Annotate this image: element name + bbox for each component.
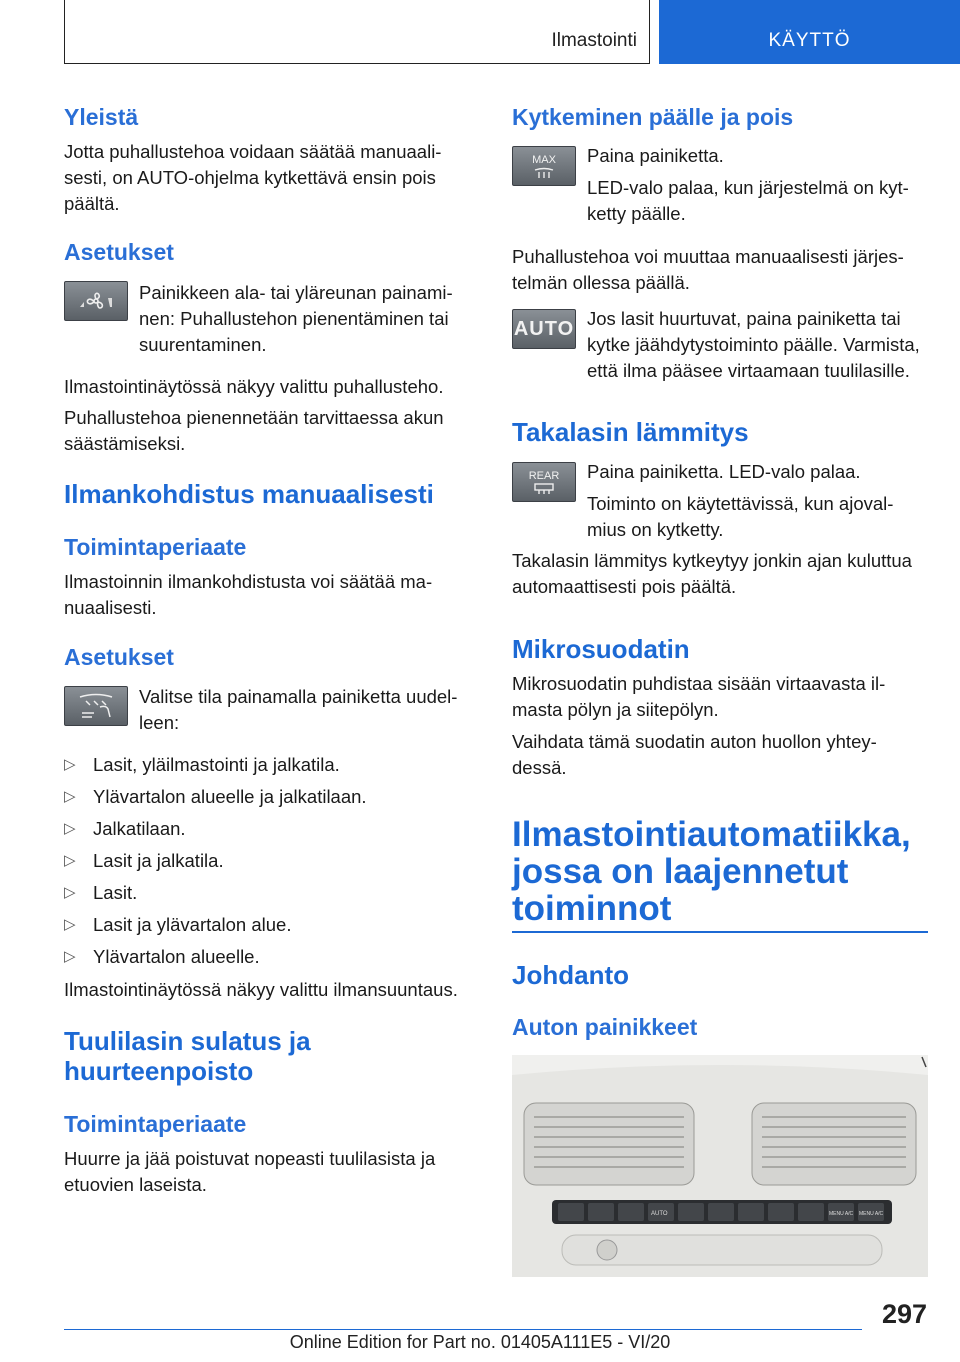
para-taka-2 [512,491,928,543]
section-title: Ilmastointi [551,30,637,51]
list-item-text: Lasit. [93,882,138,903]
rear-label: REAR [528,470,560,482]
heading-johdanto: Johdanto [512,960,629,990]
max-label: MAX [532,154,556,166]
page-number: 297 [881,1299,927,1329]
climate-panel-photo [512,1055,928,1277]
list-item [64,944,466,976]
chapter-tab-label: KÄYTTÖ [768,30,851,51]
para-kytk-4 [512,306,928,384]
list-item-text: Ylävartalon alueelle ja jalkatilaan. [93,786,367,807]
section-rule [512,931,928,933]
heading-toimintaperiaate-2: Toimintaperiaate [64,1111,247,1137]
triangle-bullet-icon: ▷ [64,756,76,773]
heading-asetukset-1: Asetukset [64,239,174,265]
list-item-text: Ylävartalon alueelle. [93,946,260,967]
heading-tuulilasi: Tuulilasin sulatus ja huurteenpoisto [64,1026,311,1086]
list-item [64,816,466,848]
para-kytk-4-text: Jos lasit huurtuvat, paina painiketta tai kytke jäähdytystoiminto päälle. Varmista, että ilma pääsee virtaamaan tuulilasille. [587,308,920,381]
photo-label-menu-1: MENU A/C [829,1211,854,1217]
mode-list [64,752,466,976]
para-taka-1-text: Paina painiketta. LED-valo palaa. [587,461,861,482]
triangle-bullet-icon: ▷ [64,884,76,901]
header-frame [64,0,650,64]
heading-takalasi: Takalasin lämmitys [512,417,749,447]
heading-auton-painikkeet: Auton painikkeet [512,1014,698,1040]
para-toimintaperiaate-2: Huurre ja jää poistuvat nopeasti tuulilasista ja etuovien laseista. [64,1148,436,1195]
auto-label: AUTO [513,317,575,340]
para-naytto-1: Ilmastointinäytössä näkyy valittu puhallusteho. [64,376,444,397]
heading-ilmastointiautomatiikka: Ilmastointiautomatiikka, jossa on laajennetut toiminnot [512,815,911,928]
list-item-text: Lasit ja ylävartalon alue. [93,914,292,935]
para-asetukset-2-text: Valitse tila painamalla painiketta uudel-leen: [139,686,458,733]
climate-panel-illustration [512,1055,928,1277]
para-kytk-2-text: LED-valo palaa, kun järjestelmä on kyt-ketty päälle. [587,177,909,224]
photo-label-menu-2: MENU A/C [859,1211,884,1217]
footer-rule [64,1329,862,1330]
heading-mikrosuodatin: Mikrosuodatin [512,634,690,664]
triangle-bullet-icon: ▷ [64,948,76,965]
list-item [64,752,466,784]
list-item-text: Lasit ja jalkatila. [93,850,224,871]
para-kytk-2 [512,175,928,227]
list-item [64,784,466,816]
list-item-text: Jalkatilaan. [93,818,186,839]
heading-ilmankohdistus: Ilmankohdistus manuaalisesti [64,479,434,509]
para-taka-1 [512,459,928,485]
para-mikro-1: Mikrosuodatin puhdistaa sisään virtaavasta il-masta pölyn ja siitepölyn. [512,673,886,720]
list-item [64,912,466,944]
para-asetukset-1 [64,280,466,358]
chapter-tab[interactable] [659,0,960,64]
footer-edition: Online Edition for Part no. 01405A111E5 - VI/20 [289,1332,671,1352]
list-item [64,880,466,912]
para-asetukset-1-text: Painikkeen ala- tai yläreunan painami-nen: Puhallustehon pienentäminen tai suurentaminen. [139,282,453,355]
para-taka-2-text: Toiminto on käytettävissä, kun ajoval-mius on kytketty. [587,493,894,540]
triangle-bullet-icon: ▷ [64,852,76,869]
triangle-bullet-icon: ▷ [64,916,76,933]
para-taka-3: Takalasin lämmitys kytkeytyy jonkin ajan kuluttua automaattisesti pois päältä. [512,550,912,597]
para-asetukset-2 [64,684,466,736]
para-kytk-3: Puhallustehoa voi muuttaa manuaalisesti järjes-telmän ollessa päällä. [512,246,904,293]
list-item-text: Lasit, yläilmastointi ja jalkatila. [93,754,340,775]
para-naytto-2: Puhallustehoa pienennetään tarvittaessa akun säästämiseksi. [64,407,444,454]
para-toimintaperiaate-1: Ilmastoinnin ilmankohdistusta voi säätää ma-nuaalisesti. [64,571,433,618]
heading-yleista: Yleistä [64,104,139,130]
para-yleista: Jotta puhallustehoa voidaan säätää manuaali-sesti, on AUTO-ohjelma kytkettävä ensin pois päältä. [64,141,442,214]
triangle-bullet-icon: ▷ [64,788,76,805]
heading-kytkeminen: Kytkeminen päälle ja pois [512,104,794,130]
heading-asetukset-2: Asetukset [64,644,174,670]
para-kytk-1 [512,143,928,169]
list-item [64,848,466,880]
para-kytk-1-text: Paina painiketta. [587,145,724,166]
para-list-after: Ilmastointinäytössä näkyy valittu ilmansuuntaus. [64,979,458,1000]
heading-toimintaperiaate-1: Toimintaperiaate [64,534,247,560]
triangle-bullet-icon: ▷ [64,820,76,837]
photo-label-auto: AUTO [651,1211,668,1217]
para-mikro-2: Vaihdata tämä suodatin auton huollon yhtey-dessä. [512,731,877,778]
